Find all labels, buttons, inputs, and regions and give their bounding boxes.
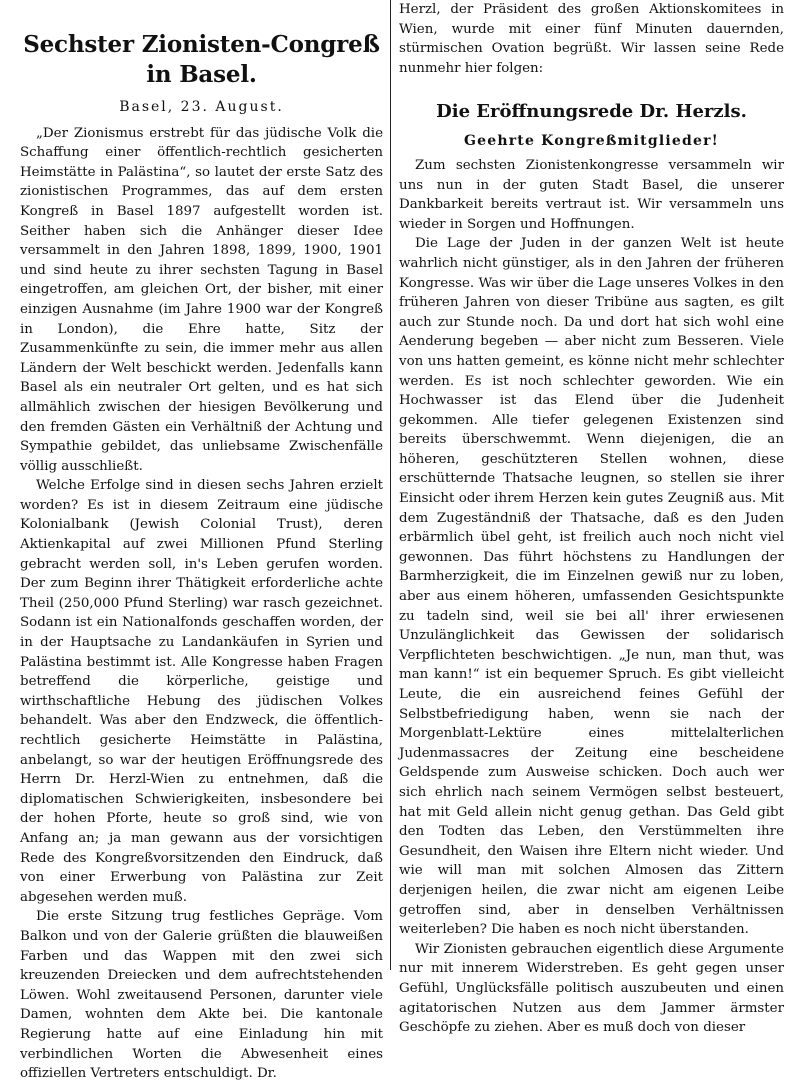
speech-paragraph-3: Wir Zionisten gebrauchen eigentlich diese Argumente nur mit innerem Widerstreben. Es geht gegen unser Gefühl, Unglücksfälle politisch auszubeuten und einen agitatorischen Nutzen aus dem Jammer ärmster Geschöpfe zu ziehen. Aber es muß doch von dieser	[399, 941, 784, 1036]
left-column	[20, 0, 383, 1082]
intro-paragraph: Herzl, der Präsident des großen Aktionskomitees in Wien, wurde mit einer fünf Minuten dauernden, stürmischen Ovation begrüßt. Wir lassen seine Rede nunmehr hier folgen:	[399, 2, 784, 76]
paragraph-2: Welche Erfolge sind in diesen sechs Jahren erzielt worden? Es ist in diesem Zeitraum eine jüdische Kolonialbank (Jewish Colonial Trust), deren Aktienkapital auf zwei Millionen Pfund Sterling gebracht werden soll, in's Leben gerufen worden. Der zum Beginn ihrer Thätigkeit erforderliche achte Theil (250,000 Pfund Sterling) war rasch gezeichnet. Sodann ist ein Nationalfonds geschaffen worden, der in der Hauptsache zu Landankäufen in Syrien und Palästina bestimmt ist. Alle Kongresse haben Fragen betreffend die körperliche, geistige und wirthschaftliche Hebung des jüdischen Volkes behandelt. Was aber den Endzweck, die öffentlich-rechtlich gesicherte Heimstätte in Palästina, anbelangt, so war der heutigen Eröffnungsrede des Herrn Dr. Herzl-Wien zu entnehmen, daß die diplomatischen Schwierigkeiten, insbesondere bei der hohen Pforte, heute so groß sind, wie von Anfang an; ja man gewann aus der vorsichtigen Rede des Kongreßvorsitzenden den Eindruck, daß von einer Erwerbung von Palästina zur Zeit abgesehen werden muß.	[20, 478, 383, 905]
paragraph-1: „Der Zionismus erstrebt für das jüdische Volk die Schaffung einer öffentlich-rechtlich gesicherten Heimstätte in Palästina“, so lautet der erste Satz des zionistischen Programmes, das auf dem ersten Kongreß in Basel 1897 aufgestellt worden ist. Seither haben sich die Anhänger dieser Idee versammelt in den Jahren 1898, 1899, 1900, 1901 und sind heute zu ihrer sechsten Tagung in Basel eingetroffen, am gleichen Ort, der bisher, mit einer einzigen Ausnahme (im Jahre 1900 war der Kongreß in London), die Ehre hatte, Sitz der Zusammenkünfte zu sein, die immer mehr aus allen Ländern der Welt beschickt werden. Jedenfalls kann Basel als ein neutraler Ort gelten, und es hat sich allmählich zwischen der hiesigen Bevölkerung und den fremden Gästen ein Verhältniß der Achtung und Sympathie gebildet, das unliebsame Zwischenfälle völlig ausschließt.	[20, 125, 383, 474]
dateline: Basel, 23. August.	[119, 99, 284, 115]
speech-paragraph-2: Die Lage der Juden in der ganzen Welt ist heute wahrlich nicht günstiger, als in den Jahren der früheren Kongresse. Was wir über die Lage unseres Volkes in den früheren Jahren von dieser Tribüne aus sagten, es gilt auch zur Stunde noch. Da und dort hat sich wohl eine Aenderung begeben — aber nicht zum Besseren. Viele von uns hatten gemeint, es könne nicht mehr schlechter werden. Es ist noch schlechter geworden. Wie ein Hochwasser ist das Elend über die Judenheit gekommen. Alle tiefer gelegenen Existenzen sind bereits überschwemmt. Wenn diejenigen, die an höheren, geschützteren Stellen wohnen, diese erschütternde Thatsache leugnen, so stellen sie ihrer Einsicht oder ihrem Herzen kein gutes Zeugniß aus. Mit dem Zugeständniß der Thatsache, daß es den Juden erbärmlich übel geht, ist freilich auch noch nicht viel gewonnen. Das führt höchstens zu Handlungen der Barmherzigkeit, die im Einzelnen gewiß nur zu loben, aber aus einem höheren, umfassenden Gesichtspunkte zu tadeln sind, weil sie bei all' ihrer erwiesenen Unzulänglichkeit das Gewissen der solidarisch Verpflichteten beschwichtigen. „Je nun, man thut, was man kann!“ ist ein bequemer Spruch. Es gibt vielleicht Leute, die ein ausreichend feines Gefühl der Selbstbefriedigung haben, wenn sie nach der Morgenblatt-Lektüre eines mittelalterlichen Judenmassacres der Zeitung eine bescheidene Geldspende zum Ausweise schicken. Doch auch wer sich ehrlich nach seinem Vermögen selbst besteuert, hat mit Geld allein nicht genug gethan. Das Geld gibt den Todten das Leben, den Verstümmelten ihre Gesundheit, den Waisen ihre Eltern nicht wieder. Und wie will man mit solchen Almosen das Zittern derjenigen heilen, die zwar nicht am eigenen Leibe getroffen sind, aber in denselben Verhältnissen weiterleben? Die haben es noch nicht überstanden.	[399, 236, 784, 938]
column-divider	[390, 0, 391, 970]
speech-title: Die Eröffnungsrede Dr. Herzls.	[436, 101, 747, 123]
paragraph-3: Die erste Sitzung trug festliches Gepräge. Vom Balkon und von der Galerie grüßten die blauweißen Farben und das Wappen mit den zwei sich kreuzenden Dreiecken und dem aufrechtstehenden Löwen. Wohl zweitausend Personen, darunter viele Damen, wohnten dem Akte bei. Die kantonale Regierung hatte auf eine Einladung hin mit verbindlichen Worten die Abwesenheit eines offiziellen Vertreters entschuldigt. Dr.	[20, 909, 383, 1082]
article-headline: Sechster Zionisten-Congreß in Basel.	[23, 31, 380, 88]
salutation: Geehrte Kongreßmitglieder!	[463, 133, 719, 150]
right-column	[399, 0, 784, 1036]
speech-paragraph-1: Zum sechsten Zionistenkongresse versammeln wir uns nun in der guten Stadt Basel, die unserer Dankbarkeit bereits vertraut ist. Wir versammeln uns wieder in Sorgen und Hoffnungen.	[399, 157, 784, 232]
